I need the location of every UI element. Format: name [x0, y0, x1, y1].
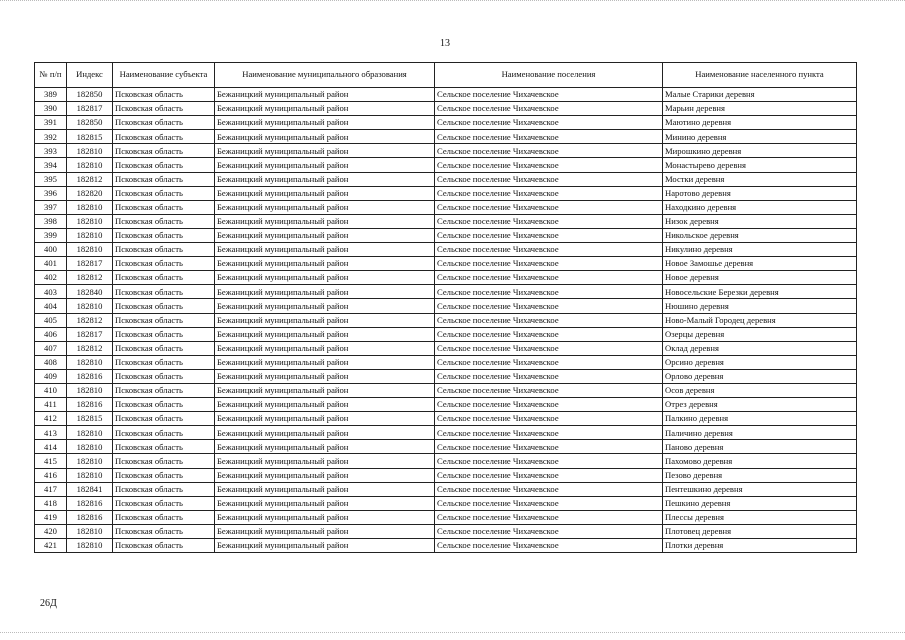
- subject-name-cell: Псковская область: [113, 482, 215, 496]
- row-number-cell: 403: [35, 285, 67, 299]
- locality-name-cell: Никольское деревня: [663, 228, 857, 242]
- postal-index-cell: 182816: [67, 398, 113, 412]
- municipality-name-cell: Бежаницкий муниципальный район: [215, 539, 435, 553]
- subject-name-cell: Псковская область: [113, 144, 215, 158]
- row-number-cell: 392: [35, 130, 67, 144]
- row-number-cell: 419: [35, 510, 67, 524]
- locality-name-cell: Монастырево деревня: [663, 158, 857, 172]
- postal-index-cell: 182810: [67, 539, 113, 553]
- municipality-name-cell: Бежаницкий муниципальный район: [215, 88, 435, 102]
- municipality-name-cell: Бежаницкий муниципальный район: [215, 214, 435, 228]
- postal-index-cell: 182812: [67, 341, 113, 355]
- subject-name-cell: Псковская область: [113, 228, 215, 242]
- locality-name-cell: Никулино деревня: [663, 243, 857, 257]
- table-row: [35, 313, 857, 327]
- postal-index-cell: 182817: [67, 327, 113, 341]
- locality-name-cell: Плессы деревня: [663, 510, 857, 524]
- settlement-name-cell: Сельское поселение Чихачевское: [435, 313, 663, 327]
- table-row: [35, 482, 857, 496]
- subject-name-cell: Псковская область: [113, 257, 215, 271]
- row-number-cell: 406: [35, 327, 67, 341]
- settlement-name-cell: Сельское поселение Чихачевское: [435, 539, 663, 553]
- row-number-cell: 415: [35, 454, 67, 468]
- locality-name-cell: Маютино деревня: [663, 116, 857, 130]
- postal-index-cell: 182812: [67, 313, 113, 327]
- municipality-name-cell: Бежаницкий муниципальный район: [215, 200, 435, 214]
- municipality-name-cell: Бежаницкий муниципальный район: [215, 186, 435, 200]
- postal-index-cell: 182850: [67, 116, 113, 130]
- subject-name-cell: Псковская область: [113, 355, 215, 369]
- postal-index-cell: 182816: [67, 510, 113, 524]
- postal-index-cell: 182810: [67, 228, 113, 242]
- table-row: [35, 243, 857, 257]
- table-row: [35, 158, 857, 172]
- municipality-name-cell: Бежаницкий муниципальный район: [215, 482, 435, 496]
- row-number-cell: 413: [35, 426, 67, 440]
- settlement-name-cell: Сельское поселение Чихачевское: [435, 243, 663, 257]
- locality-name-cell: Орлово деревня: [663, 369, 857, 383]
- municipality-name-cell: Бежаницкий муниципальный район: [215, 271, 435, 285]
- municipality-name-cell: Бежаницкий муниципальный район: [215, 341, 435, 355]
- locality-name-cell: Пезово деревня: [663, 468, 857, 482]
- row-number-cell: 407: [35, 341, 67, 355]
- municipality-name-cell: Бежаницкий муниципальный район: [215, 327, 435, 341]
- settlement-name-cell: Сельское поселение Чихачевское: [435, 257, 663, 271]
- subject-name-cell: Псковская область: [113, 172, 215, 186]
- postal-index-cell: 182815: [67, 130, 113, 144]
- row-number-cell: 393: [35, 144, 67, 158]
- locality-name-cell: Орсино деревня: [663, 355, 857, 369]
- row-number-cell: 412: [35, 412, 67, 426]
- subject-name-cell: Псковская область: [113, 299, 215, 313]
- table-row: [35, 383, 857, 397]
- municipality-name-cell: Бежаницкий муниципальный район: [215, 144, 435, 158]
- settlement-name-cell: Сельское поселение Чихачевское: [435, 482, 663, 496]
- postal-index-cell: 182841: [67, 482, 113, 496]
- locality-name-cell: Паново деревня: [663, 440, 857, 454]
- subject-name-cell: Псковская область: [113, 88, 215, 102]
- municipality-name-cell: Бежаницкий муниципальный район: [215, 398, 435, 412]
- postal-index-cell: 182817: [67, 102, 113, 116]
- locality-name-cell: Отрез деревня: [663, 398, 857, 412]
- table-body: [35, 88, 857, 553]
- locality-name-cell: Низок деревня: [663, 214, 857, 228]
- subject-name-cell: Псковская область: [113, 341, 215, 355]
- table-row: [35, 369, 857, 383]
- row-number-cell: 409: [35, 369, 67, 383]
- localities-table: [34, 62, 857, 553]
- row-number-cell: 404: [35, 299, 67, 313]
- table-row: [35, 426, 857, 440]
- municipality-name-cell: Бежаницкий муниципальный район: [215, 468, 435, 482]
- municipality-name-cell: Бежаницкий муниципальный район: [215, 243, 435, 257]
- postal-index-cell: 182810: [67, 299, 113, 313]
- subject-name-cell: Псковская область: [113, 327, 215, 341]
- municipality-name-cell: Бежаницкий муниципальный район: [215, 524, 435, 538]
- locality-name-cell: Ново-Малый Городец деревня: [663, 313, 857, 327]
- table-row: [35, 172, 857, 186]
- row-number-cell: 405: [35, 313, 67, 327]
- municipality-name-cell: Бежаницкий муниципальный район: [215, 172, 435, 186]
- subject-name-cell: Псковская область: [113, 496, 215, 510]
- row-number-cell: 397: [35, 200, 67, 214]
- row-number-cell: 399: [35, 228, 67, 242]
- subject-name-cell: Псковская область: [113, 200, 215, 214]
- subject-name-cell: Псковская область: [113, 116, 215, 130]
- table-row: [35, 412, 857, 426]
- subject-name-cell: Псковская область: [113, 243, 215, 257]
- header-locality: Наименование населенного пункта: [663, 63, 857, 88]
- municipality-name-cell: Бежаницкий муниципальный район: [215, 412, 435, 426]
- table-row: [35, 341, 857, 355]
- row-number-cell: 401: [35, 257, 67, 271]
- municipality-name-cell: Бежаницкий муниципальный район: [215, 116, 435, 130]
- table-row: [35, 186, 857, 200]
- settlement-name-cell: Сельское поселение Чихачевское: [435, 200, 663, 214]
- settlement-name-cell: Сельское поселение Чихачевское: [435, 341, 663, 355]
- locality-name-cell: Палкино деревня: [663, 412, 857, 426]
- postal-index-cell: 182810: [67, 355, 113, 369]
- settlement-name-cell: Сельское поселение Чихачевское: [435, 524, 663, 538]
- subject-name-cell: Псковская область: [113, 412, 215, 426]
- locality-name-cell: Оклад деревня: [663, 341, 857, 355]
- locality-name-cell: Плотовец деревня: [663, 524, 857, 538]
- locality-name-cell: Озерцы деревня: [663, 327, 857, 341]
- locality-name-cell: Находкино деревня: [663, 200, 857, 214]
- settlement-name-cell: Сельское поселение Чихачевское: [435, 172, 663, 186]
- table-row: [35, 299, 857, 313]
- page-number: 13: [440, 38, 450, 49]
- table-row: [35, 327, 857, 341]
- subject-name-cell: Псковская область: [113, 468, 215, 482]
- locality-name-cell: Малые Старики деревня: [663, 88, 857, 102]
- municipality-name-cell: Бежаницкий муниципальный район: [215, 257, 435, 271]
- table-row: [35, 228, 857, 242]
- table-row: [35, 271, 857, 285]
- subject-name-cell: Псковская область: [113, 271, 215, 285]
- subject-name-cell: Псковская область: [113, 510, 215, 524]
- municipality-name-cell: Бежаницкий муниципальный район: [215, 369, 435, 383]
- settlement-name-cell: Сельское поселение Чихачевское: [435, 285, 663, 299]
- table-row: [35, 200, 857, 214]
- table-row: [35, 440, 857, 454]
- settlement-name-cell: Сельское поселение Чихачевское: [435, 186, 663, 200]
- subject-name-cell: Псковская область: [113, 539, 215, 553]
- row-number-cell: 390: [35, 102, 67, 116]
- table-row: [35, 214, 857, 228]
- table-row: [35, 130, 857, 144]
- footer-code: 26Д: [40, 598, 57, 609]
- table-row: [35, 468, 857, 482]
- table-row: [35, 116, 857, 130]
- postal-index-cell: 182810: [67, 440, 113, 454]
- postal-index-cell: 182810: [67, 468, 113, 482]
- row-number-cell: 389: [35, 88, 67, 102]
- postal-index-cell: 182817: [67, 257, 113, 271]
- table-row: [35, 88, 857, 102]
- row-number-cell: 396: [35, 186, 67, 200]
- settlement-name-cell: Сельское поселение Чихачевское: [435, 116, 663, 130]
- settlement-name-cell: Сельское поселение Чихачевское: [435, 355, 663, 369]
- municipality-name-cell: Бежаницкий муниципальный район: [215, 440, 435, 454]
- subject-name-cell: Псковская область: [113, 313, 215, 327]
- postal-index-cell: 182810: [67, 214, 113, 228]
- settlement-name-cell: Сельское поселение Чихачевское: [435, 440, 663, 454]
- row-number-cell: 391: [35, 116, 67, 130]
- table-header-row: [35, 63, 857, 88]
- settlement-name-cell: Сельское поселение Чихачевское: [435, 454, 663, 468]
- settlement-name-cell: Сельское поселение Чихачевское: [435, 383, 663, 397]
- subject-name-cell: Псковская область: [113, 186, 215, 200]
- locality-name-cell: Паличино деревня: [663, 426, 857, 440]
- row-number-cell: 395: [35, 172, 67, 186]
- subject-name-cell: Псковская область: [113, 383, 215, 397]
- table-row: [35, 102, 857, 116]
- row-number-cell: 400: [35, 243, 67, 257]
- table-row: [35, 355, 857, 369]
- settlement-name-cell: Сельское поселение Чихачевское: [435, 468, 663, 482]
- header-settlement: Наименование поселения: [435, 63, 663, 88]
- municipality-name-cell: Бежаницкий муниципальный район: [215, 355, 435, 369]
- subject-name-cell: Псковская область: [113, 285, 215, 299]
- row-number-cell: 421: [35, 539, 67, 553]
- table-row: [35, 524, 857, 538]
- subject-name-cell: Псковская область: [113, 440, 215, 454]
- municipality-name-cell: Бежаницкий муниципальный район: [215, 102, 435, 116]
- postal-index-cell: 182810: [67, 383, 113, 397]
- settlement-name-cell: Сельское поселение Чихачевское: [435, 299, 663, 313]
- row-number-cell: 418: [35, 496, 67, 510]
- postal-index-cell: 182810: [67, 158, 113, 172]
- settlement-name-cell: Сельское поселение Чихачевское: [435, 144, 663, 158]
- row-number-cell: 394: [35, 158, 67, 172]
- row-number-cell: 420: [35, 524, 67, 538]
- settlement-name-cell: Сельское поселение Чихачевское: [435, 426, 663, 440]
- municipality-name-cell: Бежаницкий муниципальный район: [215, 130, 435, 144]
- municipality-name-cell: Бежаницкий муниципальный район: [215, 158, 435, 172]
- settlement-name-cell: Сельское поселение Чихачевское: [435, 158, 663, 172]
- row-number-cell: 402: [35, 271, 67, 285]
- locality-name-cell: Нюшино деревня: [663, 299, 857, 313]
- subject-name-cell: Псковская область: [113, 454, 215, 468]
- settlement-name-cell: Сельское поселение Чихачевское: [435, 88, 663, 102]
- subject-name-cell: Псковская область: [113, 158, 215, 172]
- settlement-name-cell: Сельское поселение Чихачевское: [435, 398, 663, 412]
- locality-name-cell: Наротово деревня: [663, 186, 857, 200]
- postal-index-cell: 182810: [67, 243, 113, 257]
- municipality-name-cell: Бежаницкий муниципальный район: [215, 285, 435, 299]
- postal-index-cell: 182812: [67, 271, 113, 285]
- locality-name-cell: Осов деревня: [663, 383, 857, 397]
- postal-index-cell: 182815: [67, 412, 113, 426]
- settlement-name-cell: Сельское поселение Чихачевское: [435, 228, 663, 242]
- row-number-cell: 411: [35, 398, 67, 412]
- table-row: [35, 454, 857, 468]
- postal-index-cell: 182816: [67, 369, 113, 383]
- municipality-name-cell: Бежаницкий муниципальный район: [215, 383, 435, 397]
- header-num: № п/п: [35, 63, 67, 88]
- settlement-name-cell: Сельское поселение Чихачевское: [435, 327, 663, 341]
- table-row: [35, 398, 857, 412]
- row-number-cell: 417: [35, 482, 67, 496]
- subject-name-cell: Псковская область: [113, 369, 215, 383]
- row-number-cell: 398: [35, 214, 67, 228]
- settlement-name-cell: Сельское поселение Чихачевское: [435, 271, 663, 285]
- locality-name-cell: Минино деревня: [663, 130, 857, 144]
- settlement-name-cell: Сельское поселение Чихачевское: [435, 496, 663, 510]
- postal-index-cell: 182810: [67, 454, 113, 468]
- locality-name-cell: Новое Замошье деревня: [663, 257, 857, 271]
- postal-index-cell: 182810: [67, 426, 113, 440]
- locality-name-cell: Пентешкино деревня: [663, 482, 857, 496]
- postal-index-cell: 182812: [67, 172, 113, 186]
- subject-name-cell: Псковская область: [113, 398, 215, 412]
- row-number-cell: 414: [35, 440, 67, 454]
- table-row: [35, 285, 857, 299]
- table-row: [35, 496, 857, 510]
- postal-index-cell: 182850: [67, 88, 113, 102]
- postal-index-cell: 182820: [67, 186, 113, 200]
- settlement-name-cell: Сельское поселение Чихачевское: [435, 510, 663, 524]
- locality-name-cell: Пахомово деревня: [663, 454, 857, 468]
- subject-name-cell: Псковская область: [113, 524, 215, 538]
- table-row: [35, 539, 857, 553]
- locality-name-cell: Мирошкино деревня: [663, 144, 857, 158]
- locality-name-cell: Плотки деревня: [663, 539, 857, 553]
- table-row: [35, 257, 857, 271]
- locality-name-cell: Марьин деревня: [663, 102, 857, 116]
- municipality-name-cell: Бежаницкий муниципальный район: [215, 313, 435, 327]
- scan-edge-top: [0, 0, 905, 4]
- municipality-name-cell: Бежаницкий муниципальный район: [215, 426, 435, 440]
- settlement-name-cell: Сельское поселение Чихачевское: [435, 130, 663, 144]
- postal-index-cell: 182810: [67, 144, 113, 158]
- subject-name-cell: Псковская область: [113, 130, 215, 144]
- settlement-name-cell: Сельское поселение Чихачевское: [435, 214, 663, 228]
- settlement-name-cell: Сельское поселение Чихачевское: [435, 412, 663, 426]
- postal-index-cell: 182816: [67, 496, 113, 510]
- municipality-name-cell: Бежаницкий муниципальный район: [215, 454, 435, 468]
- locality-name-cell: Новосельские Березки деревня: [663, 285, 857, 299]
- postal-index-cell: 182840: [67, 285, 113, 299]
- subject-name-cell: Псковская область: [113, 214, 215, 228]
- settlement-name-cell: Сельское поселение Чихачевское: [435, 369, 663, 383]
- subject-name-cell: Псковская область: [113, 426, 215, 440]
- scan-edge-bottom: [0, 632, 905, 636]
- table-row: [35, 144, 857, 158]
- row-number-cell: 416: [35, 468, 67, 482]
- header-subject: Наименование субъекта: [113, 63, 215, 88]
- locality-name-cell: Новое деревня: [663, 271, 857, 285]
- table-row: [35, 510, 857, 524]
- subject-name-cell: Псковская область: [113, 102, 215, 116]
- municipality-name-cell: Бежаницкий муниципальный район: [215, 228, 435, 242]
- settlement-name-cell: Сельское поселение Чихачевское: [435, 102, 663, 116]
- municipality-name-cell: Бежаницкий муниципальный район: [215, 299, 435, 313]
- municipality-name-cell: Бежаницкий муниципальный район: [215, 510, 435, 524]
- row-number-cell: 408: [35, 355, 67, 369]
- header-municipality: Наименование муниципального образования: [215, 63, 435, 88]
- locality-name-cell: Мостки деревня: [663, 172, 857, 186]
- locality-name-cell: Пешкино деревня: [663, 496, 857, 510]
- header-index: Индекс: [67, 63, 113, 88]
- row-number-cell: 410: [35, 383, 67, 397]
- municipality-name-cell: Бежаницкий муниципальный район: [215, 496, 435, 510]
- postal-index-cell: 182810: [67, 200, 113, 214]
- postal-index-cell: 182810: [67, 524, 113, 538]
